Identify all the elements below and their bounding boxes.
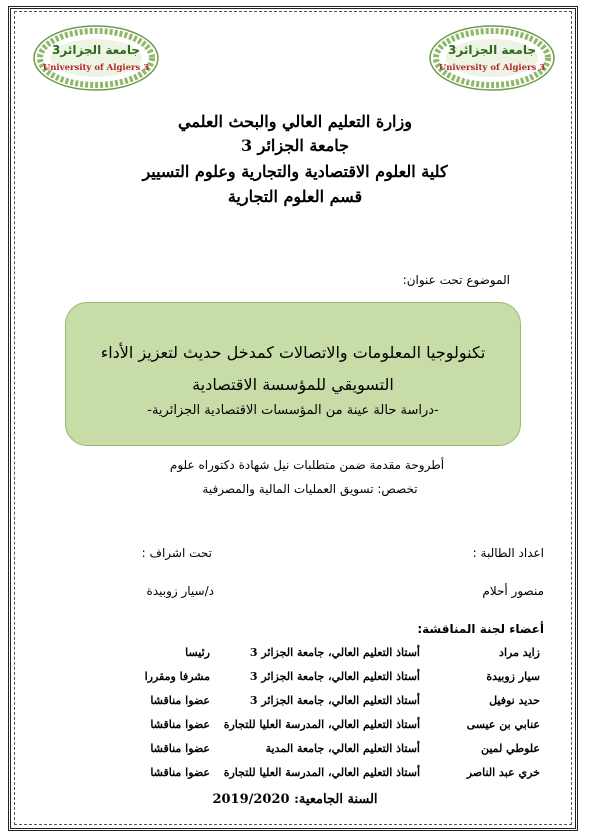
student-label: اعداد الطالبة : — [472, 546, 544, 560]
specialty: تخصص: تسويق العمليات المالية والمصرفية — [202, 482, 418, 496]
member-role: رئيسا — [185, 646, 210, 659]
logo-latin-text: University of Algiers 3 — [438, 63, 546, 73]
member-position: أستاذ التعليم العالي، جامعة المدية — [265, 742, 420, 755]
department-name: قسم العلوم التجارية — [227, 187, 363, 206]
subject-label: الموضوع تحت عنوان: — [402, 273, 510, 287]
thesis-subtitle: -دراسة حالة عينة من المؤسسات الاقتصادية الجزائرية- — [147, 403, 439, 418]
member-position: أستاذ التعليم العالي، جامعة الجزائر 3 — [249, 670, 420, 683]
committee-row — [120, 646, 540, 666]
member-role: عضوا مناقشا — [150, 766, 210, 779]
member-position: أستاذ التعليم العالي، جامعة الجزائر 3 — [249, 646, 420, 659]
thesis-title-box — [65, 302, 521, 446]
member-role: عضوا مناقشا — [150, 718, 210, 731]
ministry-name: وزارة التعليم العالي والبحث العلمي — [178, 112, 412, 131]
supervisor-name: د/سيار زوبيدة — [146, 584, 214, 598]
university-logo-right — [428, 22, 556, 92]
member-name: خري عبد الناصر — [466, 766, 540, 779]
member-role: عضوا مناقشا — [150, 694, 210, 707]
committee-row — [120, 766, 540, 786]
member-role: مشرفا ومقررا — [144, 670, 210, 683]
member-position: أستاذ التعليم العالي، المدرسة العليا للتجارة — [223, 766, 420, 779]
logo-arabic-text: جامعة الجزائر3 — [52, 43, 140, 57]
member-name: سيار زوبيدة — [486, 670, 540, 683]
member-name: علوطي لمين — [480, 742, 540, 755]
supervisor-label: تحت اشراف : — [141, 546, 212, 560]
university-logo-left — [32, 22, 160, 92]
faculty-name: كلية العلوم الاقتصادية والتجارية وعلوم التسيير — [142, 162, 448, 181]
logo-arabic-text: جامعة الجزائر3 — [448, 43, 536, 57]
committee-row — [120, 742, 540, 762]
committee-label: أعضاء لجنة المناقشة: — [417, 622, 544, 636]
thesis-title-line1: تكنولوجيا المعلومات والاتصالات كمدخل حديث لتعزيز الأداء — [100, 343, 486, 362]
student-name: منصور أحلام — [482, 584, 544, 598]
academic-year — [0, 792, 590, 807]
academic-year-value: 2019/2020 — [212, 792, 290, 807]
university-name: جامعة الجزائر 3 — [240, 136, 350, 155]
degree-statement: أطروحة مقدمة ضمن متطلبات نيل شهادة دكتوراه علوم — [169, 458, 445, 472]
member-position: أستاذ التعليم العالي، جامعة الجزائر 3 — [249, 694, 420, 707]
thesis-title-line2: التسويقي للمؤسسة الاقتصادية — [192, 375, 394, 394]
member-position: أستاذ التعليم العالي، المدرسة العليا للتجارة — [223, 718, 420, 731]
committee-row — [120, 694, 540, 714]
logo-latin-text: University of Algiers 3 — [42, 63, 150, 73]
academic-year-label: السنة الجامعية: — [294, 792, 378, 807]
member-role: عضوا مناقشا — [150, 742, 210, 755]
committee-row — [120, 670, 540, 690]
member-name: حديد نوفيل — [489, 694, 540, 707]
committee-row — [120, 718, 540, 738]
member-name: زايد مراد — [499, 646, 540, 659]
member-name: عنابي بن عيسى — [466, 718, 540, 731]
